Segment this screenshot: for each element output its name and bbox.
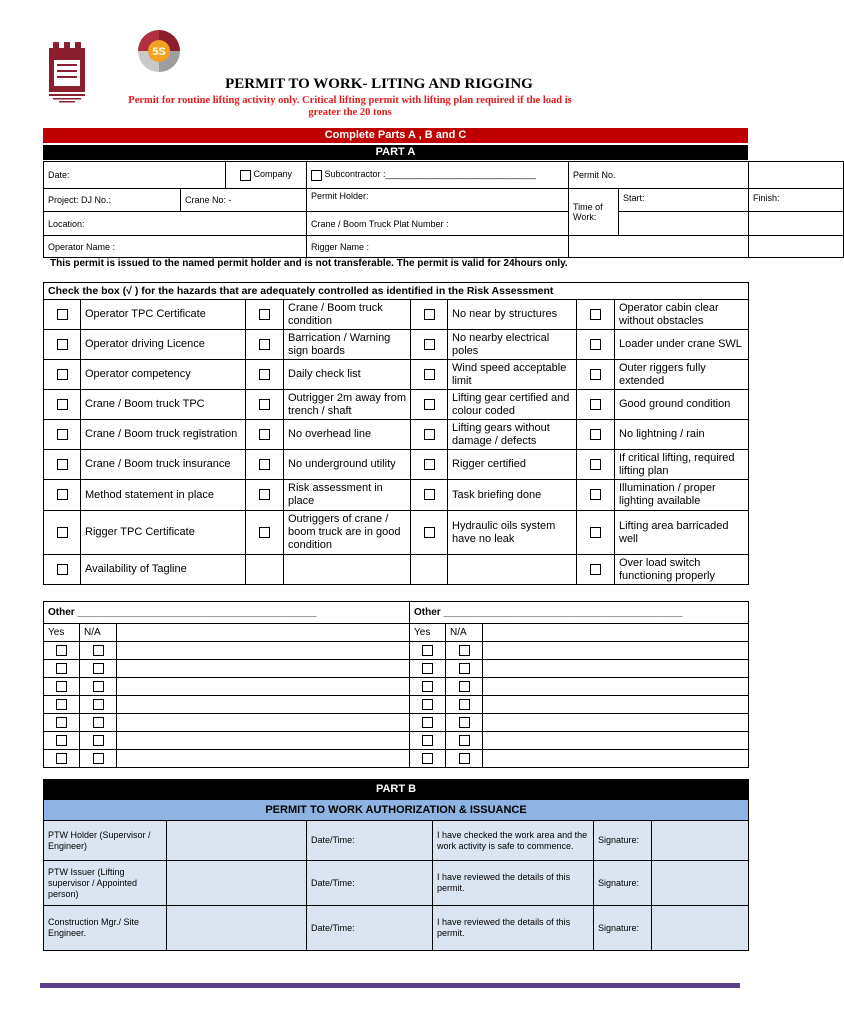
other-entry-field[interactable] bbox=[117, 714, 410, 732]
page-title: PERMIT TO WORK- LITING AND RIGGING bbox=[225, 76, 533, 92]
hazard-label: Crane / Boom truck insurance bbox=[81, 450, 246, 480]
yes-header-left: Yes bbox=[44, 624, 80, 642]
hazard-checkbox-cell[interactable] bbox=[246, 450, 284, 480]
other-na-checkbox[interactable] bbox=[459, 753, 470, 764]
other-na-checkbox-cell[interactable] bbox=[80, 678, 117, 696]
hazard-checkbox[interactable] bbox=[259, 309, 270, 320]
hazard-checkbox-cell[interactable] bbox=[246, 330, 284, 360]
hazard-checkbox[interactable] bbox=[590, 369, 601, 380]
hazard-checkbox[interactable] bbox=[259, 339, 270, 350]
footer-line bbox=[40, 983, 740, 988]
other-left-label[interactable]: Other ___________________________________________ bbox=[44, 602, 410, 624]
other-na-checkbox-cell[interactable] bbox=[446, 714, 483, 732]
other-na-checkbox[interactable] bbox=[93, 681, 104, 692]
hazard-checkbox[interactable] bbox=[590, 489, 601, 500]
company-logo bbox=[47, 42, 87, 104]
operator-name-field[interactable]: Operator Name : bbox=[44, 236, 307, 258]
permit-no-field[interactable]: Permit No. bbox=[569, 162, 749, 189]
part-b-bar: PART B bbox=[44, 780, 749, 800]
hazard-label: If critical lifting, required lifting plan bbox=[615, 450, 749, 480]
hazard-checkbox-cell[interactable] bbox=[246, 480, 284, 511]
other-yes-checkbox-cell[interactable] bbox=[44, 642, 80, 660]
other-yes-checkbox-cell[interactable] bbox=[410, 660, 446, 678]
other-na-checkbox-cell[interactable] bbox=[446, 750, 483, 768]
hazard-checkbox-cell[interactable] bbox=[577, 390, 615, 420]
other-row bbox=[44, 714, 749, 732]
hazard-checkbox[interactable] bbox=[259, 459, 270, 470]
hazard-label: Crane / Boom truck registration bbox=[81, 420, 246, 450]
hazard-checkbox[interactable] bbox=[57, 399, 68, 410]
hazard-checkbox[interactable] bbox=[57, 369, 68, 380]
hazard-checkbox[interactable] bbox=[57, 339, 68, 350]
hazard-checkbox[interactable] bbox=[57, 527, 68, 538]
other-entry-field[interactable] bbox=[117, 642, 410, 660]
other-table bbox=[43, 601, 749, 768]
hazard-checkbox-cell[interactable] bbox=[44, 360, 81, 390]
hazard-checkbox[interactable] bbox=[424, 527, 435, 538]
hazard-checkbox-cell[interactable] bbox=[44, 300, 81, 330]
hazards-table bbox=[43, 282, 749, 585]
hazard-checkbox-cell[interactable] bbox=[246, 360, 284, 390]
hazard-checkbox-cell[interactable] bbox=[577, 555, 615, 585]
name-field[interactable] bbox=[167, 906, 307, 951]
other-entry-field[interactable] bbox=[483, 642, 749, 660]
hazard-label: Over load switch functioning properly bbox=[615, 555, 749, 585]
other-yes-checkbox-cell[interactable] bbox=[44, 714, 80, 732]
hazard-label: No overhead line bbox=[284, 420, 411, 450]
other-yes-checkbox-cell[interactable] bbox=[410, 642, 446, 660]
other-na-checkbox[interactable] bbox=[459, 699, 470, 710]
hazard-checkbox[interactable] bbox=[424, 489, 435, 500]
hazard-row bbox=[44, 555, 749, 585]
hazard-label: Method statement in place bbox=[81, 480, 246, 511]
other-yes-checkbox-cell[interactable] bbox=[410, 732, 446, 750]
company-option[interactable] bbox=[226, 162, 307, 189]
hazard-checkbox-cell[interactable] bbox=[577, 511, 615, 555]
hazard-checkbox[interactable] bbox=[259, 527, 270, 538]
other-na-checkbox[interactable] bbox=[93, 735, 104, 746]
hazard-label: Wind speed acceptable limit bbox=[448, 360, 577, 390]
other-yes-checkbox[interactable] bbox=[56, 735, 67, 746]
finish-value[interactable] bbox=[749, 212, 844, 236]
other-row bbox=[44, 696, 749, 714]
signature-field[interactable] bbox=[652, 861, 749, 906]
hazard-checkbox-cell[interactable] bbox=[411, 511, 448, 555]
hazard-label: No near by structures bbox=[448, 300, 577, 330]
hazard-label: Loader under crane SWL bbox=[615, 330, 749, 360]
datetime-field[interactable]: Date/Time: bbox=[307, 821, 433, 861]
hazard-checkbox-cell[interactable] bbox=[44, 420, 81, 450]
hazard-checkbox-cell[interactable] bbox=[411, 420, 448, 450]
hazard-row bbox=[44, 450, 749, 480]
other-entry-field[interactable] bbox=[117, 696, 410, 714]
other-na-checkbox[interactable] bbox=[459, 645, 470, 656]
role-label: PTW Issuer (Lifting supervisor / Appointed person) bbox=[44, 861, 167, 906]
statement-text: I have reviewed the details of this permit. bbox=[433, 861, 594, 906]
other-yes-checkbox[interactable] bbox=[422, 645, 433, 656]
hazard-checkbox[interactable] bbox=[57, 489, 68, 500]
na-header-right: N/A bbox=[446, 624, 483, 642]
blank-cell bbox=[246, 555, 284, 585]
5s-logo bbox=[136, 28, 182, 74]
hazard-label: Rigger TPC Certificate bbox=[81, 511, 246, 555]
location-field[interactable]: Location: bbox=[44, 212, 307, 236]
blank-cell bbox=[411, 555, 448, 585]
hazard-checkbox-cell[interactable] bbox=[577, 330, 615, 360]
other-entry-field[interactable] bbox=[483, 714, 749, 732]
other-yes-checkbox-cell[interactable] bbox=[410, 696, 446, 714]
hazard-row bbox=[44, 390, 749, 420]
other-na-checkbox[interactable] bbox=[93, 663, 104, 674]
part-a-info-table bbox=[43, 161, 844, 258]
other-na-checkbox-cell[interactable] bbox=[80, 732, 117, 750]
hazard-label: Hydraulic oils system have no leak bbox=[448, 511, 577, 555]
hazard-checkbox-cell[interactable] bbox=[44, 511, 81, 555]
role-label: Construction Mgr./ Site Engineer. bbox=[44, 906, 167, 951]
blank-cell bbox=[117, 624, 410, 642]
other-entry-field[interactable] bbox=[483, 660, 749, 678]
hazard-checkbox-cell[interactable] bbox=[577, 300, 615, 330]
other-yes-checkbox[interactable] bbox=[422, 681, 433, 692]
signature-field[interactable] bbox=[652, 906, 749, 951]
other-na-checkbox[interactable] bbox=[459, 717, 470, 728]
hazard-label: Crane / Boom truck condition bbox=[284, 300, 411, 330]
other-na-checkbox-cell[interactable] bbox=[446, 660, 483, 678]
hazard-checkbox-cell[interactable] bbox=[44, 390, 81, 420]
other-row bbox=[44, 732, 749, 750]
permit-notice: This permit is issued to the named permit holder and is not transferable. The permit is valid for 24hours only. bbox=[50, 258, 568, 269]
subcontractor-label: Subcontractor :______________________________ bbox=[324, 169, 536, 180]
hazard-label: Outriggers of crane / boom truck are in good condition bbox=[284, 511, 411, 555]
crane-plate-field[interactable]: Crane / Boom Truck Plat Number : bbox=[307, 212, 569, 236]
hazard-checkbox[interactable] bbox=[57, 309, 68, 320]
hazard-label: Illumination / proper lighting available bbox=[615, 480, 749, 511]
authorization-row bbox=[44, 906, 749, 951]
datetime-field[interactable]: Date/Time: bbox=[307, 906, 433, 951]
other-na-checkbox-cell[interactable] bbox=[446, 732, 483, 750]
other-yes-checkbox[interactable] bbox=[422, 735, 433, 746]
other-row bbox=[44, 642, 749, 660]
permit-no-value[interactable] bbox=[749, 162, 844, 189]
hazard-checkbox-cell[interactable] bbox=[246, 300, 284, 330]
date-field[interactable]: Date: bbox=[44, 162, 226, 189]
hazard-checkbox[interactable] bbox=[590, 339, 601, 350]
hazard-checkbox[interactable] bbox=[57, 459, 68, 470]
other-na-checkbox[interactable] bbox=[459, 681, 470, 692]
signature-field[interactable] bbox=[652, 821, 749, 861]
other-entry-field[interactable] bbox=[117, 750, 410, 768]
datetime-field[interactable]: Date/Time: bbox=[307, 861, 433, 906]
hazard-checkbox-cell[interactable] bbox=[577, 420, 615, 450]
hazard-checkbox[interactable] bbox=[57, 564, 68, 575]
other-na-checkbox-cell[interactable] bbox=[446, 678, 483, 696]
hazard-checkbox-cell[interactable] bbox=[411, 330, 448, 360]
other-na-checkbox-cell[interactable] bbox=[80, 750, 117, 768]
blank-cell bbox=[483, 624, 749, 642]
other-entry-field[interactable] bbox=[483, 696, 749, 714]
statement-text: I have reviewed the details of this permit. bbox=[433, 906, 594, 951]
hazard-row bbox=[44, 480, 749, 511]
hazard-checkbox-cell[interactable] bbox=[246, 390, 284, 420]
hazard-checkbox[interactable] bbox=[259, 399, 270, 410]
ptw-authorization-header: PERMIT TO WORK AUTHORIZATION & ISSUANCE bbox=[44, 800, 749, 821]
hazard-label: Good ground condition bbox=[615, 390, 749, 420]
hazard-checkbox[interactable] bbox=[590, 459, 601, 470]
other-yes-checkbox-cell[interactable] bbox=[410, 678, 446, 696]
other-na-checkbox-cell[interactable] bbox=[80, 660, 117, 678]
hazard-checkbox[interactable] bbox=[424, 369, 435, 380]
company-checkbox[interactable] bbox=[240, 170, 251, 181]
complete-parts-bar: Complete Parts A , B and C bbox=[43, 128, 748, 143]
hazard-checkbox[interactable] bbox=[259, 429, 270, 440]
other-na-checkbox[interactable] bbox=[93, 753, 104, 764]
other-yes-checkbox[interactable] bbox=[422, 663, 433, 674]
hazard-checkbox-cell[interactable] bbox=[411, 300, 448, 330]
authorization-row bbox=[44, 861, 749, 906]
page-subtitle: Permit for routine lifting activity only. Critical lifting permit with lifting plan required if the load is greater the 20 tons bbox=[128, 95, 572, 118]
hazard-label: Daily check list bbox=[284, 360, 411, 390]
other-yes-checkbox-cell[interactable] bbox=[44, 660, 80, 678]
other-na-checkbox-cell[interactable] bbox=[446, 642, 483, 660]
hazard-checkbox[interactable] bbox=[590, 309, 601, 320]
other-yes-checkbox[interactable] bbox=[56, 663, 67, 674]
hazard-label: Operator cabin clear without obstacles bbox=[615, 300, 749, 330]
time-of-work-label: Time of Work: bbox=[569, 189, 619, 236]
other-na-checkbox-cell[interactable] bbox=[80, 696, 117, 714]
finish-field[interactable]: Finish: bbox=[749, 189, 844, 212]
hazard-checkbox-cell[interactable] bbox=[577, 480, 615, 511]
hazard-checkbox[interactable] bbox=[259, 489, 270, 500]
blank-cell bbox=[569, 236, 749, 258]
part-b-table bbox=[43, 779, 749, 951]
name-field[interactable] bbox=[167, 861, 307, 906]
signature-label: Signature: bbox=[594, 821, 652, 861]
name-field[interactable] bbox=[167, 821, 307, 861]
hazard-label: Operator driving Licence bbox=[81, 330, 246, 360]
svg-text:5S: 5S bbox=[152, 46, 166, 58]
hazard-label: Lifting gears without damage / defects bbox=[448, 420, 577, 450]
hazard-label: Operator TPC Certificate bbox=[81, 300, 246, 330]
signature-label: Signature: bbox=[594, 861, 652, 906]
hazard-label: No lightning / rain bbox=[615, 420, 749, 450]
hazard-label: No nearby electrical poles bbox=[448, 330, 577, 360]
other-yes-checkbox-cell[interactable] bbox=[44, 750, 80, 768]
hazard-checkbox-cell[interactable] bbox=[44, 330, 81, 360]
hazard-label: Crane / Boom truck TPC bbox=[81, 390, 246, 420]
other-entry-field[interactable] bbox=[117, 678, 410, 696]
other-yes-checkbox[interactable] bbox=[56, 753, 67, 764]
other-na-checkbox-cell[interactable] bbox=[80, 714, 117, 732]
other-row bbox=[44, 660, 749, 678]
hazard-checkbox[interactable] bbox=[424, 339, 435, 350]
other-yes-checkbox[interactable] bbox=[56, 699, 67, 710]
hazard-checkbox[interactable] bbox=[424, 429, 435, 440]
hazard-checkbox-cell[interactable] bbox=[44, 450, 81, 480]
blank-cell bbox=[749, 236, 844, 258]
other-na-checkbox[interactable] bbox=[459, 735, 470, 746]
other-yes-checkbox[interactable] bbox=[56, 717, 67, 728]
hazard-checkbox[interactable] bbox=[590, 429, 601, 440]
other-entry-field[interactable] bbox=[483, 732, 749, 750]
other-yes-checkbox[interactable] bbox=[422, 717, 433, 728]
other-yes-checkbox[interactable] bbox=[56, 681, 67, 692]
hazard-row bbox=[44, 300, 749, 330]
hazard-checkbox-cell[interactable] bbox=[577, 360, 615, 390]
hazard-checkbox[interactable] bbox=[57, 429, 68, 440]
hazard-label: Outrigger 2m away from trench / shaft bbox=[284, 390, 411, 420]
hazard-checkbox[interactable] bbox=[424, 309, 435, 320]
part-a-bar: PART A bbox=[43, 145, 748, 160]
hazard-checkbox[interactable] bbox=[424, 459, 435, 470]
other-entry-field[interactable] bbox=[483, 750, 749, 768]
hazard-checkbox-cell[interactable] bbox=[411, 480, 448, 511]
other-yes-checkbox-cell[interactable] bbox=[44, 696, 80, 714]
other-yes-checkbox-cell[interactable] bbox=[410, 750, 446, 768]
permit-holder-field[interactable]: Permit Holder: bbox=[307, 189, 569, 212]
hazard-checkbox-cell[interactable] bbox=[44, 480, 81, 511]
hazard-label: Lifting gear certified and colour coded bbox=[448, 390, 577, 420]
statement-text: I have checked the work area and the work activity is safe to commence. bbox=[433, 821, 594, 861]
other-na-checkbox[interactable] bbox=[93, 717, 104, 728]
other-na-checkbox[interactable] bbox=[93, 645, 104, 656]
hazard-checkbox-cell[interactable] bbox=[411, 360, 448, 390]
other-yes-checkbox[interactable] bbox=[422, 699, 433, 710]
hazard-label: Risk assessment in place bbox=[284, 480, 411, 511]
hazard-label: Barrication / Warning sign boards bbox=[284, 330, 411, 360]
hazard-checkbox[interactable] bbox=[424, 399, 435, 410]
hazard-checkbox[interactable] bbox=[590, 527, 601, 538]
hazard-checkbox-cell[interactable] bbox=[411, 390, 448, 420]
start-value[interactable] bbox=[619, 212, 749, 236]
yes-header-right: Yes bbox=[410, 624, 446, 642]
other-na-checkbox-cell[interactable] bbox=[80, 642, 117, 660]
other-entry-field[interactable] bbox=[483, 678, 749, 696]
na-header-left: N/A bbox=[80, 624, 117, 642]
other-yes-checkbox-cell[interactable] bbox=[410, 714, 446, 732]
other-right-label[interactable]: Other ___________________________________________ bbox=[410, 602, 749, 624]
other-entry-field[interactable] bbox=[117, 660, 410, 678]
crane-no-field[interactable]: Crane No: - bbox=[181, 189, 307, 212]
hazard-label: Rigger certified bbox=[448, 450, 577, 480]
hazard-label: Lifting area barricaded well bbox=[615, 511, 749, 555]
hazards-heading: Check the box (√ ) for the hazards that are adequately controlled as identified in the Risk Assessment bbox=[44, 283, 749, 300]
other-na-checkbox[interactable] bbox=[93, 699, 104, 710]
hazard-label: Outer riggers fully extended bbox=[615, 360, 749, 390]
company-label: Company bbox=[253, 169, 293, 180]
blank-cell bbox=[448, 555, 577, 585]
subcontractor-option[interactable] bbox=[307, 162, 569, 189]
hazard-checkbox[interactable] bbox=[590, 564, 601, 575]
other-yes-checkbox[interactable] bbox=[422, 753, 433, 764]
role-label: PTW Holder (Supervisor / Engineer) bbox=[44, 821, 167, 861]
other-row bbox=[44, 750, 749, 768]
project-field[interactable]: Project: DJ No.: bbox=[44, 189, 181, 212]
hazard-checkbox-cell[interactable] bbox=[246, 511, 284, 555]
start-field[interactable]: Start: bbox=[619, 189, 749, 212]
hazard-label: Availability of Tagline bbox=[81, 555, 246, 585]
other-row bbox=[44, 678, 749, 696]
hazard-label: No underground utility bbox=[284, 450, 411, 480]
hazard-checkbox-cell[interactable] bbox=[246, 420, 284, 450]
hazard-checkbox[interactable] bbox=[259, 369, 270, 380]
signature-label: Signature: bbox=[594, 906, 652, 951]
hazard-checkbox[interactable] bbox=[590, 399, 601, 410]
blank-cell bbox=[284, 555, 411, 585]
hazard-row bbox=[44, 360, 749, 390]
other-yes-checkbox-cell[interactable] bbox=[44, 732, 80, 750]
other-yes-checkbox-cell[interactable] bbox=[44, 678, 80, 696]
hazard-label: Task briefing done bbox=[448, 480, 577, 511]
authorization-row bbox=[44, 821, 749, 861]
hazard-row bbox=[44, 330, 749, 360]
rigger-name-field[interactable]: Rigger Name : bbox=[307, 236, 569, 258]
other-na-checkbox[interactable] bbox=[459, 663, 470, 674]
other-na-checkbox-cell[interactable] bbox=[446, 696, 483, 714]
hazard-checkbox-cell[interactable] bbox=[44, 555, 81, 585]
other-yes-checkbox[interactable] bbox=[56, 645, 67, 656]
subcontractor-checkbox[interactable] bbox=[311, 170, 322, 181]
hazard-label: Operator competency bbox=[81, 360, 246, 390]
hazard-checkbox-cell[interactable] bbox=[577, 450, 615, 480]
hazard-row bbox=[44, 511, 749, 555]
hazard-checkbox-cell[interactable] bbox=[411, 450, 448, 480]
hazard-row bbox=[44, 420, 749, 450]
other-entry-field[interactable] bbox=[117, 732, 410, 750]
